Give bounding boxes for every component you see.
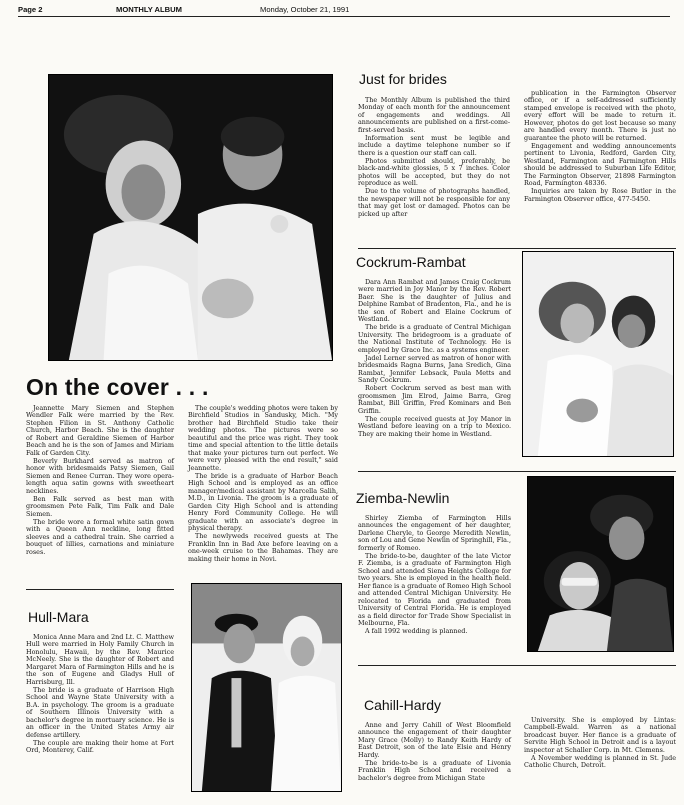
- paragraph: The bride wore a formal white satin gown with a Queen Ann neckline, long fitted sleeves and a cathedral train. She carried a bouquet of lillies, carnations and miniature roses.: [26, 517, 174, 556]
- cockrum-rule: [358, 248, 676, 249]
- paragraph: The couple received guests at Joy Manor in Westland before leaving on a trip to Mexico. They are making their home in Westland.: [358, 414, 511, 438]
- paragraph: Shirley Ziemba of Farmington Hills announces the engagement of her daughter, Darlene Cheryle, to George Meredith Newlin, son of Lou and Gene Newlin of Springhill, Fla., formerly of Romeo.: [358, 514, 511, 552]
- paragraph: University. She is employed by Lintas: Campbell-Ewald. Warren as a national broadcast buyer. Her fiance is a graduate of Servite High School in Detroit and is a layout inspector at Schaller Corp. in Mt. Clemens.: [524, 716, 676, 754]
- cockrum-text: [358, 279, 511, 439]
- paragraph: The newlyweds received guests at The Franklin Inn in Bad Axe before leaving on a one-week cruise to the Bahamas. They are making their home in Novi.: [188, 532, 338, 563]
- brides-text-col2: [524, 90, 676, 204]
- brides-text-col1: [358, 97, 510, 219]
- paragraph: The bride-to-be, daughter of the late Victor F. Ziemba, is a graduate of Farmington High School and attended Siena Heights College for two years. She is employed in the health field. Her fiance is a graduate of Romeo High School and attended Central Michigan University. He relocated to Florida and graduated from University of Central Florida. He is employed as a field director for Trade Show Specialist in Melbourne, Fla.: [358, 551, 511, 628]
- cahill-text-col2: [524, 717, 676, 770]
- cockrum-title: Cockrum-Rambat: [356, 254, 466, 270]
- hull-text: [26, 634, 174, 755]
- top-rule: [18, 16, 670, 17]
- cover-text-col1: [26, 405, 174, 557]
- folio-date: Monday, October 21, 1991: [260, 5, 350, 14]
- paragraph: The couple's wedding photos were taken by Birchfield Studios in Sandusky, Mich. "My brother had Birchfield Studio take their wedding photos. The pictures were so beautiful and the price was right. They took time and special attention to the little details that make your pictures turn out perfect. We were very pleased with the end result," said Jeannette.: [188, 404, 338, 472]
- paragraph: The bride-to-be is a graduate of Livonia Franklin High School and received a bachelor's degree from Michigan State: [358, 758, 511, 782]
- paragraph: The Monthly Album is published the third Monday of each month for the announcement of engagements and weddings. All announcements are published on a first-come-first-served basis.: [358, 96, 510, 134]
- hull-title: Hull-Mara: [28, 609, 89, 625]
- paragraph: Jadel Lerner served as matron of honor with bridesmaids Ragna Burns, Jana Sredich, Gina Rambat, Jennifer Lebsack, Paula Metts and Sandy Cockrum.: [358, 353, 511, 385]
- cahill-rule: [358, 665, 676, 666]
- cockrum-wedding-photo: [522, 251, 674, 457]
- paragraph: A November wedding is planned in St. Jude Catholic Church, Detroit.: [524, 753, 676, 770]
- cahill-text-col1: [358, 722, 511, 783]
- paragraph: A fall 1992 wedding is planned.: [365, 627, 468, 636]
- brides-title: Just for brides: [359, 71, 447, 87]
- paragraph: Anne and Jerry Cahill of West Bloomfield announce the engagement of their daughter Mary Grace (Molly) to Randy Keith Hardy of East Detroit, son of the late Elsie and Henry Hardy.: [358, 721, 511, 759]
- ziemba-title: Ziemba-Newlin: [356, 490, 450, 506]
- folio-page: Page 2: [18, 5, 43, 14]
- cover-title: On the cover . . .: [26, 374, 209, 400]
- cover-text-col2: [188, 405, 338, 564]
- paragraph: Monica Anne Mara and 2nd Lt. C. Matthew Hull were married in Holy Family Church in Honolulu, Hawaii, by the Rev. Maurice McNeely. She is the daughter of Robert and Margaret Mara of Farmington Hills and he is the son of Eugene and Gladys Hull of Harrisburg, Ill.: [26, 633, 174, 686]
- paragraph: Beverly Burkhard served as matron of honor with bridesmaids Patsy Siemen, Gail Siemen and Renee Curran. They wore opera-length aqua satin gowns with sweetheart necklines.: [26, 456, 174, 495]
- paragraph: publication in the Farmington Observer office, or if a self-addressed sufficiently stamped envelope is received with the photo, every effort will be made to return it. However, photos do get lost because so many are handled every month. There is just no guarantee the photo will be returned.: [524, 89, 676, 142]
- paragraph: Engagement and wedding announcements pertinent to Livonia, Redford, Garden City, Westland, Farmington and Farmington Hills should be addressed to Suburban Life Editor, The Farmington Observer, 21898 Farmington Road, Farmington 48336.: [524, 141, 676, 188]
- cahill-title: Cahill-Hardy: [364, 697, 442, 713]
- ziemba-rule: [358, 471, 676, 472]
- paragraph: The bride is a graduate of Harbor Beach High School and is employed as an office manager/medical assistant by Marcella Salih, M.D., in Livonia. The groom is a graduate of Garden City High School and is attending Henry Ford Community College. He will graduate with an associate's degree in physical therapy.: [188, 471, 338, 533]
- paragraph: Ben Falk served as best man with groomsmen Pete Falk, Tim Falk and Dale Siemen.: [26, 494, 174, 518]
- paragraph: The bride is a graduate of Central Michigan University. The bridegroom is a graduate of the National Institute of Technology. He is employed by Graco Inc. as a systems engineer.: [358, 323, 511, 354]
- cover-wedding-photo: [48, 74, 333, 361]
- paragraph: The couple are making their home at Fort Ord, Monterey, Calif.: [26, 738, 174, 755]
- paragraph: Robert Cockrum served as best man with groomsmen Jim Elrod, Jaime Barra, Greg Rambat, Bill Griffin, Fred Kominars and Ben Griffin.: [358, 384, 511, 415]
- paragraph: Due to the volume of photographs handled, the newspaper will not be responsible for any that may get lost or damaged. Photos can be picked up after: [358, 187, 510, 218]
- hull-rule: [26, 589, 174, 590]
- paragraph: The bride is a graduate of Harrison High School and Wayne State University with a B.A. in psychology. The groom is a graduate of Southern Illinois University with a bachelor's degree in mortuary science. He is an officer in the United States Army air defense artillery.: [26, 685, 174, 739]
- ziemba-engagement-photo: [527, 476, 674, 652]
- paragraph: Dara Ann Rambat and James Craig Cockrum were married in Joy Manor by the Rev. Robert Baer. She is the daughter of Julius and Delphine Rambat of Bradenton, Fla., and he is the son of Robert and Elaine Cockrum of Westland.: [358, 278, 511, 324]
- paragraph: Information sent must be legible and include a daytime telephone number so if there is a question our staff can call.: [358, 133, 510, 157]
- paragraph: Jeannette Mary Siemen and Stephen Wendler Falk were married by the Rev. Stephen Filion in St. Anthony Catholic Church, Harbor Beach. She is the daughter of Robert and Geraldine Siemen of Harbor Beach and he is the son of James and Miriam Falk of Garden City.: [26, 404, 174, 457]
- paragraph: Inquiries are taken by Rose Butler in the Farmington Observer office, 477-5450.: [524, 187, 676, 203]
- hull-wedding-photo: [191, 583, 342, 792]
- paragraph: Photos submitted should, preferably, be black-and-white glossies, 5 x 7 inches. Color photos will be accepted, but they do not reproduce as well.: [358, 156, 510, 188]
- folio-section: MONTHLY ALBUM: [116, 5, 182, 14]
- ziemba-text: [358, 515, 511, 636]
